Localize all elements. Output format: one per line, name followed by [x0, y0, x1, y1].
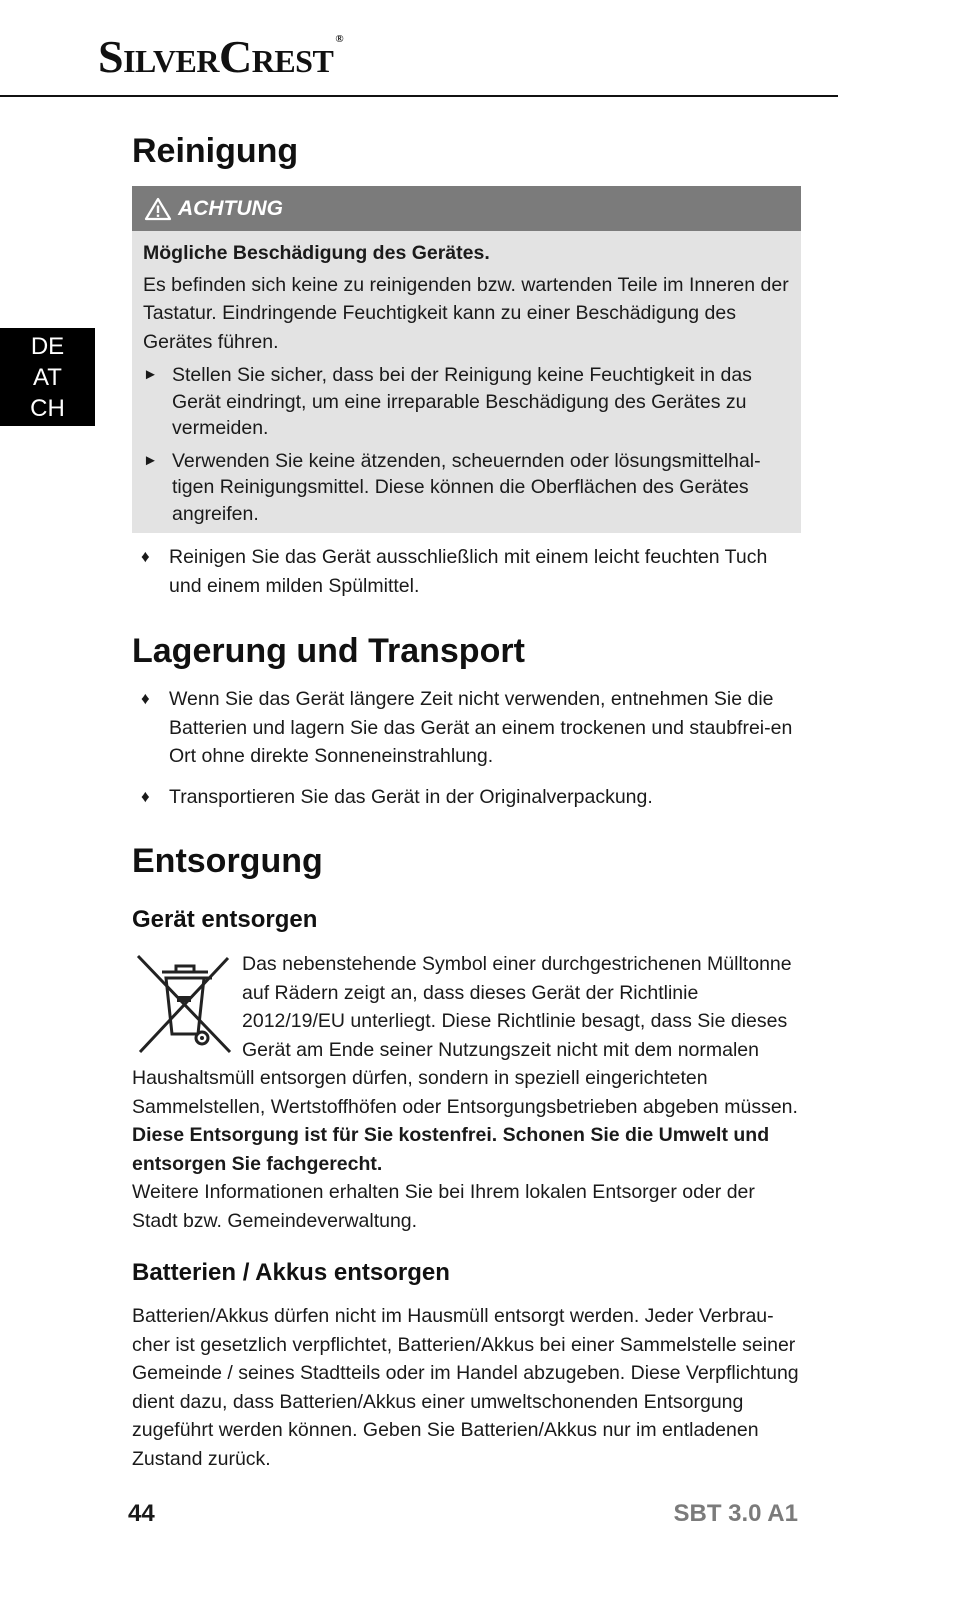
- page-number: 44: [128, 1500, 155, 1527]
- arrow-bullet-icon: ►: [143, 366, 158, 383]
- diamond-bullet-icon: ♦: [141, 689, 150, 708]
- warning-item-text: Stellen Sie sicher, dass bei der Reinigung keine Feuchtigkeit in das Gerät eindringt, um eine irreparable Beschädigung des Gerätes zu vermeiden.: [172, 364, 752, 439]
- brand-logo: [98, 31, 344, 82]
- cleaning-bullet-text: Reinigen Sie das Gerät ausschließlich mit einem leicht feuchten Tuch und einem milden Spülmittel.: [169, 546, 768, 597]
- storage-heading: Lagerung und Transport: [132, 632, 525, 670]
- language-tab: [0, 328, 95, 426]
- arrow-bullet-icon: ►: [143, 451, 158, 469]
- cleaning-heading: Reinigung: [132, 132, 299, 170]
- list-item: [132, 783, 802, 812]
- warning-subtitle: Mögliche Beschädigung des Gerätes.: [143, 242, 490, 264]
- warning-triangle-icon: [144, 197, 172, 221]
- device-disposal-info: Weitere Informationen erhalten Sie bei Ihrem lokalen Entsorger oder der Stadt bzw. Gemeindeverwaltung.: [132, 1181, 755, 1232]
- list-item: [132, 685, 802, 771]
- warning-label: ACHTUNG: [178, 196, 283, 220]
- device-disposal-heading: Gerät entsorgen: [132, 906, 318, 933]
- crossed-out-bin-icon: [132, 952, 236, 1056]
- diamond-bullet-icon: ♦: [141, 547, 150, 566]
- disposal-heading: Entsorgung: [132, 842, 323, 880]
- warning-header: [132, 186, 801, 231]
- lang-at: AT: [33, 364, 62, 391]
- brand-name: SilverCrest: [98, 31, 334, 82]
- lang-de: DE: [30, 333, 65, 360]
- battery-disposal-text: Batterien/Akkus dürfen nicht im Hausmüll entsorgt werden. Jeder Verbrau-cher ist gesetzlich verpflichtet, Batterien/Akkus bei einer Sammelstelle seiner Gemeinde / seines Stadtteils oder im Handel abzugeben. Diese Verpflichtung dient dazu, dass Batterien/Akkus einer umweltschonenden Entsorgung zugeführt werden können. Geben Sie Batterien/Akkus nur im entladenen Zustand zurück.: [132, 1305, 799, 1470]
- model-number: SBT 3.0 A1: [673, 1500, 798, 1527]
- storage-bullet-text: Transportieren Sie das Gerät in der Originalverpackung.: [169, 785, 653, 808]
- storage-bullet-text: Wenn Sie das Gerät längere Zeit nicht verwenden, entnehmen Sie die Batterien und lagern Sie das Gerät an einem trockenen und staubfrei-en Ort ohne direkte Sonneneinstrahlung.: [169, 688, 793, 767]
- warning-text: Es befinden sich keine zu reinigenden bzw. wartenden Teile im Inneren der Tastatur. Eindringende Feuchtigkeit kann zu einer Beschädigung des Gerätes führen.: [143, 273, 789, 353]
- warning-item-text: Verwenden Sie keine ätzenden, scheuernden oder lösungsmittelhal-tigen Reinigungsmittel. Diese können die Oberflächen des Gerätes angreifen.: [172, 449, 761, 525]
- header-rule: [0, 95, 838, 97]
- diamond-bullet-icon: ♦: [141, 786, 150, 806]
- battery-disposal-heading: Batterien / Akkus entsorgen: [132, 1259, 450, 1286]
- list-item: [132, 543, 802, 600]
- warning-box: [132, 186, 801, 533]
- device-disposal-bold: Diese Entsorgung ist für Sie kostenfrei. Schonen Sie die Umwelt und entsorgen Sie fachgerecht.: [132, 1124, 770, 1175]
- warning-list-item: [143, 448, 789, 528]
- device-disposal-text: Das nebenstehende Symbol einer durchgestrichenen Mülltonne auf Rädern zeigt an, dass dieses Gerät der Richtlinie 2012/19/EU unterliegt. Diese Richtlinie besagt, dass Sie dieses Gerät am Ende seiner Nutzungszeit nicht mit dem normalen Haushaltsmüll entsorgen dürfen, sondern in speziell eingerichteten Sammelstellen, Wertstoffhöfen oder Entsorgungsbetrieben abgeben müssen.: [132, 953, 798, 1118]
- warning-list-item: [143, 362, 789, 442]
- lang-ch: CH: [30, 395, 65, 422]
- registered-mark: ®: [335, 33, 344, 45]
